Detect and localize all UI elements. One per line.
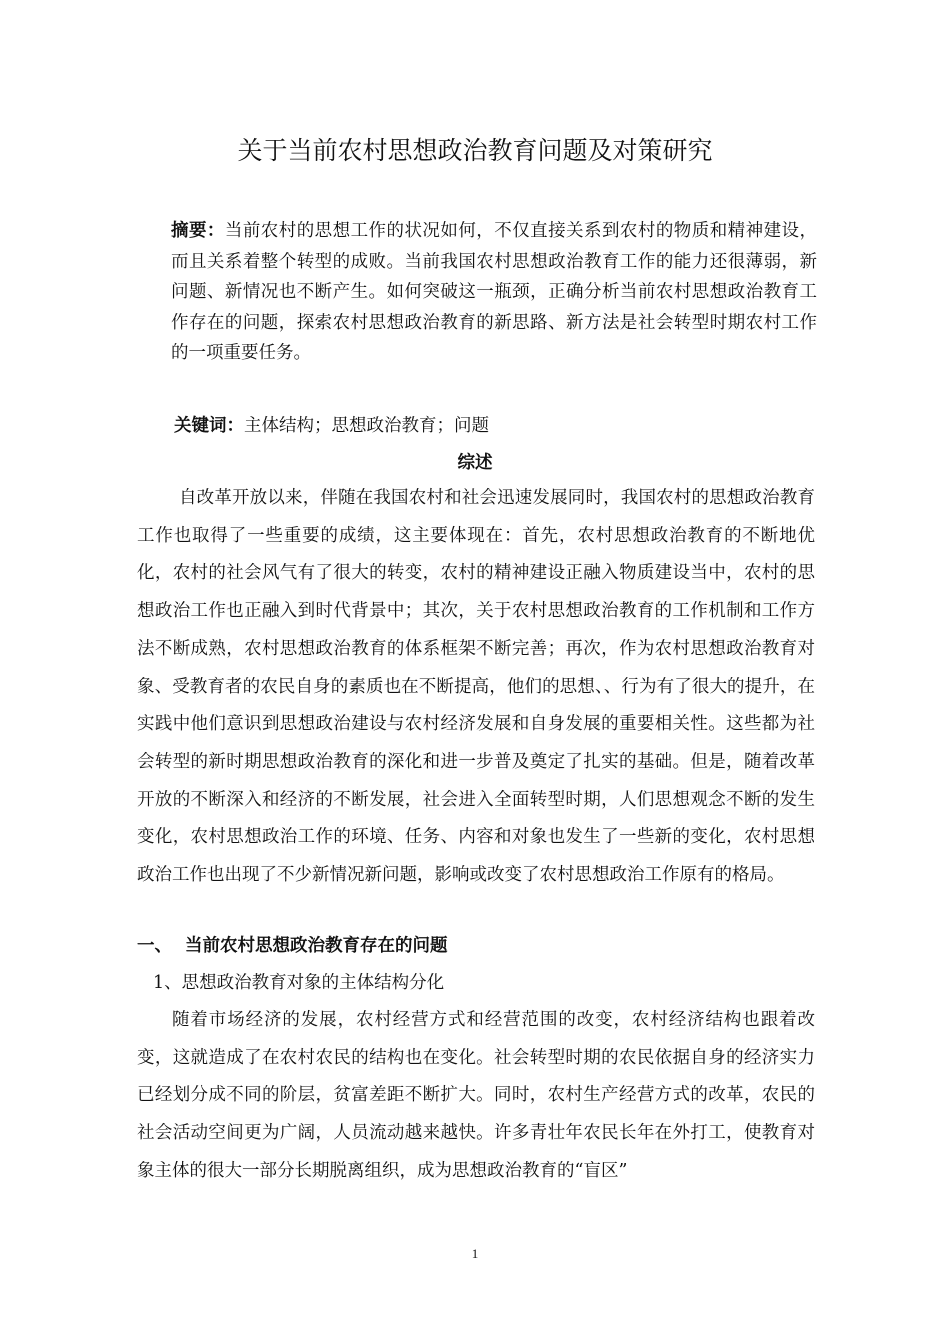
overview-paragraph: 自改革开放以来，伴随在我国农村和社会迅速发展同时，我国农村的思想政治教育工作也取得了一些重要的成绩，这主要体现在：首先，农村思想政治教育的不断地优化，农村的社会风气有了很大的转变，农村的精神建设正融入物质建设当中，农村的思想政治工作也正融入到时代背景中；其次，关于农村思想政治教育的工作机制和工作方法不断成熟，农村思想政治教育的体系框架不断完善；再次，作为农村思想政治教育对象、受教育者的农民自身的素质也在不断提高，他们的思想、、行为有了很大的提升，在实践中他们意识到思想政治建设与农村经济发展和自身发展的重要相关性。这些都为社会转型的新时期思想政治教育的深化和进一步普及奠定了扎实的基础。但是，随着改革开放的不断深入和经济的不断发展，社会进入全面转型时期，人们思想观念不断的发生变化，农村思想政治工作的环境、任务、内容和对象也发生了一些新的变化，农村思想政治工作也出现了不少新情况新问题，影响或改变了农村思想政治工作原有的格局。 xyxy=(137,488,815,886)
keywords-label: 关键词： xyxy=(174,416,244,436)
section-number: 一、 xyxy=(137,936,172,956)
abstract xyxy=(171,216,817,369)
document-title: 关于当前农村思想政治教育问题及对策研究 xyxy=(237,136,713,165)
subsection-paragraph: 随着市场经济的发展，农村经营方式和经营范围的改变，农村经济结构也跟着改变，这就造成了在农村农民的结构也在变化。社会转型时期的农民依据自身的经济实力已经划分成不同的阶层，贫富差距不断扩大。同时，农村生产经营方式的改革，农民的社会活动空间更为广阔，人员流动越来越快。许多青壮年农民长年在外打工，使教育对象主体的很大一部分长期脱离组织，成为思想政治教育的“盲区” xyxy=(137,1010,815,1181)
section-heading xyxy=(137,931,448,961)
overview-heading: 综述 xyxy=(457,453,493,473)
section-title: 当前农村思想政治教育存在的问题 xyxy=(185,936,448,956)
page-number: 1 xyxy=(471,1246,479,1261)
abstract-label: 摘要： xyxy=(171,221,225,241)
keywords-text: 主体结构；思想政治教育；问题 xyxy=(244,416,489,436)
abstract-text: 当前农村的思想工作的状况如何，不仅直接关系到农村的物质和精神建设，而且关系着整个转型的成败。当前我国农村思想政治教育工作的能力还很薄弱，新问题、新情况也不断产生。如何突破这一瓶颈，正确分析当前农村思想政治教育工作存在的问题，探索农村思想政治教育的新思路、新方法是社会转型时期农村工作的一项重要任务。 xyxy=(171,221,818,363)
subsection-heading: 1、思想政治教育对象的主体结构分化 xyxy=(153,973,445,993)
keywords xyxy=(174,411,814,441)
